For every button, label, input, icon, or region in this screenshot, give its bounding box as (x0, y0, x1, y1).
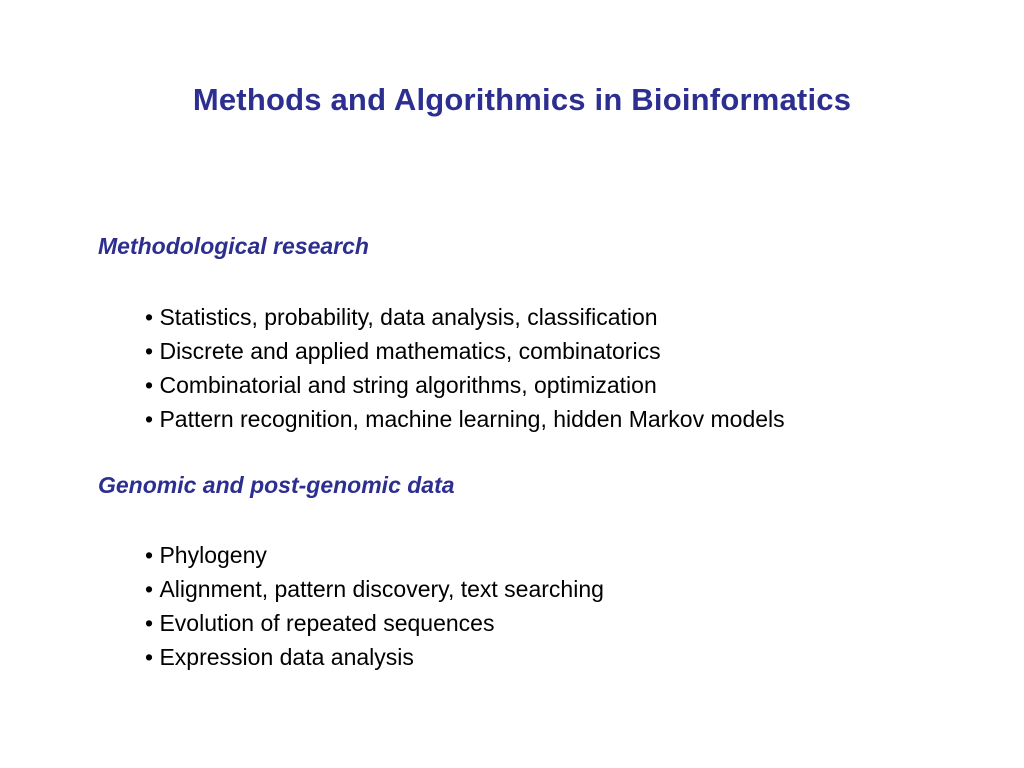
list-item: • Pattern recognition, machine learning, hidden Markov models (145, 402, 785, 436)
list-item: • Statistics, probability, data analysis, classification (145, 300, 785, 334)
list-item: • Evolution of repeated sequences (145, 606, 604, 640)
section-heading-genomic-data: Genomic and post-genomic data (98, 472, 455, 498)
section-heading-methodological-research: Methodological research (98, 233, 369, 259)
list-item: • Phylogeny (145, 538, 604, 572)
slide-title: Methods and Algorithmics in Bioinformatics (192, 82, 852, 117)
bullet-list-methodological-research (145, 300, 785, 436)
bullet-list-genomic-data (145, 538, 604, 674)
list-item: • Combinatorial and string algorithms, optimization (145, 368, 785, 402)
list-item: • Expression data analysis (145, 640, 604, 674)
list-item: • Discrete and applied mathematics, combinatorics (145, 334, 785, 368)
list-item: • Alignment, pattern discovery, text searching (145, 572, 604, 606)
